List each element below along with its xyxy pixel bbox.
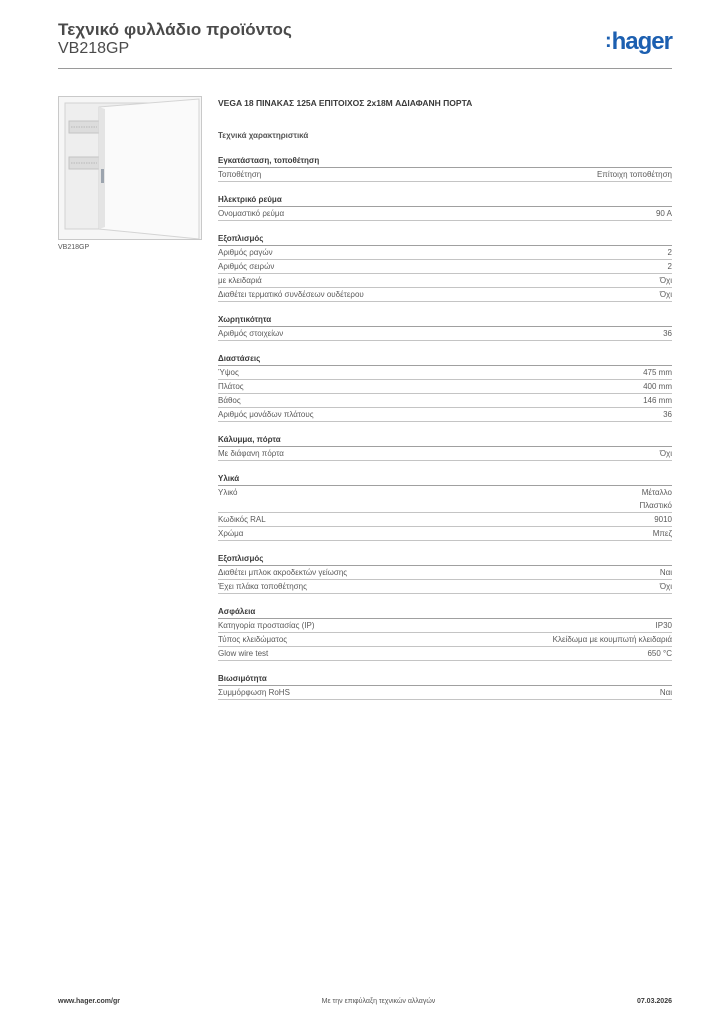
spec-label: Αριθμός σειρών bbox=[218, 262, 275, 271]
spec-label: Κωδικός RAL bbox=[218, 515, 266, 524]
spec-label: Βάθος bbox=[218, 396, 241, 405]
section-title: Διαστάσεις bbox=[218, 353, 672, 366]
spec-value-line: Ναι bbox=[659, 688, 672, 697]
distribution-board-illustration bbox=[59, 97, 201, 239]
spec-row bbox=[218, 366, 672, 380]
spec-row bbox=[218, 260, 672, 274]
spec-value bbox=[668, 246, 672, 259]
logo-text: hager bbox=[611, 28, 672, 55]
spec-value-line: 9010 bbox=[654, 515, 672, 524]
page-footer bbox=[58, 998, 672, 1005]
spec-value bbox=[663, 408, 672, 421]
spec-value-line: 650 °C bbox=[647, 649, 672, 658]
spec-value bbox=[668, 260, 672, 273]
product-title: VEGA 18 ΠΙΝΑΚΑΣ 125A ΕΠΙΤΟΙΧΟΣ 2x18M ΑΔΙΑΦΑΝΗ ΠΟΡΤΑ bbox=[218, 98, 473, 108]
spec-value bbox=[656, 207, 672, 220]
spec-row bbox=[218, 408, 672, 422]
technical-heading: Τεχνικά χαρακτηριστικά bbox=[218, 131, 309, 140]
spec-value-line: 36 bbox=[663, 410, 672, 419]
spec-value bbox=[597, 168, 672, 181]
spec-row bbox=[218, 619, 672, 633]
spec-value bbox=[653, 527, 672, 540]
spec-content bbox=[218, 96, 672, 700]
spec-value-line: Μπεζ bbox=[652, 529, 672, 538]
spec-row bbox=[218, 380, 672, 394]
section-gap bbox=[218, 341, 672, 353]
spec-row bbox=[218, 686, 672, 700]
spec-label: Αριθμός ραγών bbox=[218, 248, 273, 257]
spec-row bbox=[218, 447, 672, 461]
spec-label: Υλικό bbox=[218, 488, 238, 497]
section-gap bbox=[218, 661, 672, 673]
spec-label: Πλάτος bbox=[218, 382, 244, 391]
spec-value bbox=[643, 394, 672, 407]
spec-value-line: Όχι bbox=[659, 449, 672, 458]
spec-row bbox=[218, 566, 672, 580]
spec-sections bbox=[218, 155, 672, 700]
spec-value-line: IP30 bbox=[655, 621, 672, 630]
spec-value bbox=[553, 633, 672, 646]
spec-label: Τύπος κλειδώματος bbox=[218, 635, 288, 644]
section-gap bbox=[218, 541, 672, 553]
spec-label: με κλειδαριά bbox=[218, 276, 262, 285]
spec-row bbox=[218, 394, 672, 408]
section-gap bbox=[218, 182, 672, 194]
spec-value-line: Ναι bbox=[659, 568, 672, 577]
spec-value bbox=[660, 288, 672, 301]
spec-value-line: 2 bbox=[667, 262, 672, 271]
spec-row bbox=[218, 633, 672, 647]
spec-label: Τοποθέτηση bbox=[218, 170, 262, 179]
product-code: VB218GP bbox=[58, 40, 130, 57]
spec-row bbox=[218, 246, 672, 260]
spec-value bbox=[660, 447, 672, 460]
spec-label: Διαθέτει μπλοκ ακροδεκτών γείωσης bbox=[218, 568, 348, 577]
spec-value-line: Όχι bbox=[659, 290, 672, 299]
spec-row bbox=[218, 527, 672, 541]
hager-logo: :hager bbox=[604, 28, 672, 55]
spec-value-line: 36 bbox=[663, 329, 672, 338]
spec-row bbox=[218, 327, 672, 341]
footer-note: Με την επιφύλαξη τεχνικών αλλαγών bbox=[321, 998, 436, 1005]
spec-value bbox=[663, 327, 672, 340]
section-gap bbox=[218, 594, 672, 606]
spec-value-line: 90 A bbox=[655, 209, 672, 218]
spec-value bbox=[643, 366, 672, 379]
spec-value bbox=[660, 686, 672, 699]
spec-row bbox=[218, 647, 672, 661]
header-divider bbox=[58, 68, 672, 69]
document-title: Τεχνικό φυλλάδιο προϊόντος bbox=[58, 20, 292, 39]
spec-value-line: Κλείδωμα με κουμπωτή κλειδαριά bbox=[552, 635, 672, 644]
page-header bbox=[58, 20, 672, 68]
spec-value bbox=[643, 380, 672, 393]
section-title: Βιωσιμότητα bbox=[218, 673, 672, 686]
section-title: Εξοπλισμός bbox=[218, 553, 672, 566]
spec-row bbox=[218, 168, 672, 182]
spec-value bbox=[660, 274, 672, 287]
section-gap bbox=[218, 422, 672, 434]
spec-label: Χρώμα bbox=[218, 529, 244, 538]
section-title: Εξοπλισμός bbox=[218, 233, 672, 246]
spec-row bbox=[218, 274, 672, 288]
spec-label: Glow wire test bbox=[218, 649, 269, 658]
section-gap bbox=[218, 461, 672, 473]
spec-row bbox=[218, 580, 672, 594]
spec-value bbox=[647, 647, 672, 660]
spec-label: Κατηγορία προστασίας (IP) bbox=[218, 621, 315, 630]
spec-value-line: Πλαστικό bbox=[639, 501, 672, 510]
section-title: Υλικά bbox=[218, 473, 672, 486]
spec-value bbox=[660, 566, 672, 579]
spec-label: Συμμόρφωση RoHS bbox=[218, 688, 290, 697]
footer-url: www.hager.com/gr bbox=[58, 998, 120, 1005]
product-image bbox=[58, 96, 202, 240]
spec-value-line: Επίτοιχη τοποθέτηση bbox=[596, 170, 672, 179]
section-title: Ηλεκτρικό ρεύμα bbox=[218, 194, 672, 207]
spec-value-line: 2 bbox=[667, 248, 672, 257]
spec-value-line: 400 mm bbox=[643, 382, 672, 391]
spec-label: Αριθμός μονάδων πλάτους bbox=[218, 410, 314, 419]
section-title: Χωρητικότητα bbox=[218, 314, 672, 327]
section-title: Κάλυμμα, πόρτα bbox=[218, 434, 672, 447]
spec-row bbox=[218, 486, 672, 513]
spec-label: Έχει πλάκα τοποθέτησης bbox=[218, 582, 307, 591]
section-title: Εγκατάσταση, τοποθέτηση bbox=[218, 155, 672, 168]
section-title: Ασφάλεια bbox=[218, 606, 672, 619]
spec-row bbox=[218, 288, 672, 302]
spec-value bbox=[654, 513, 672, 526]
spec-value-line: Μέταλλο bbox=[641, 488, 672, 497]
section-gap bbox=[218, 221, 672, 233]
spec-value-line: Όχι bbox=[659, 276, 672, 285]
spec-label: Με διάφανη πόρτα bbox=[218, 449, 284, 458]
spec-value bbox=[639, 486, 672, 512]
section-gap bbox=[218, 302, 672, 314]
image-caption: VB218GP bbox=[58, 244, 90, 251]
footer-date: 07.03.2026 bbox=[636, 998, 672, 1005]
spec-row bbox=[218, 513, 672, 527]
spec-label: Διαθέτει τερματικό συνδέσεων ουδέτερου bbox=[218, 290, 364, 299]
spec-value bbox=[660, 580, 672, 593]
spec-label: Ύψος bbox=[218, 368, 239, 377]
spec-label: Ονομαστικό ρεύμα bbox=[218, 209, 285, 218]
spec-row bbox=[218, 207, 672, 221]
spec-value-line: 146 mm bbox=[643, 396, 672, 405]
spec-label: Αριθμός στοιχείων bbox=[218, 329, 284, 338]
spec-value-line: 475 mm bbox=[643, 368, 672, 377]
spec-value-line: Όχι bbox=[659, 582, 672, 591]
spec-value bbox=[656, 619, 672, 632]
